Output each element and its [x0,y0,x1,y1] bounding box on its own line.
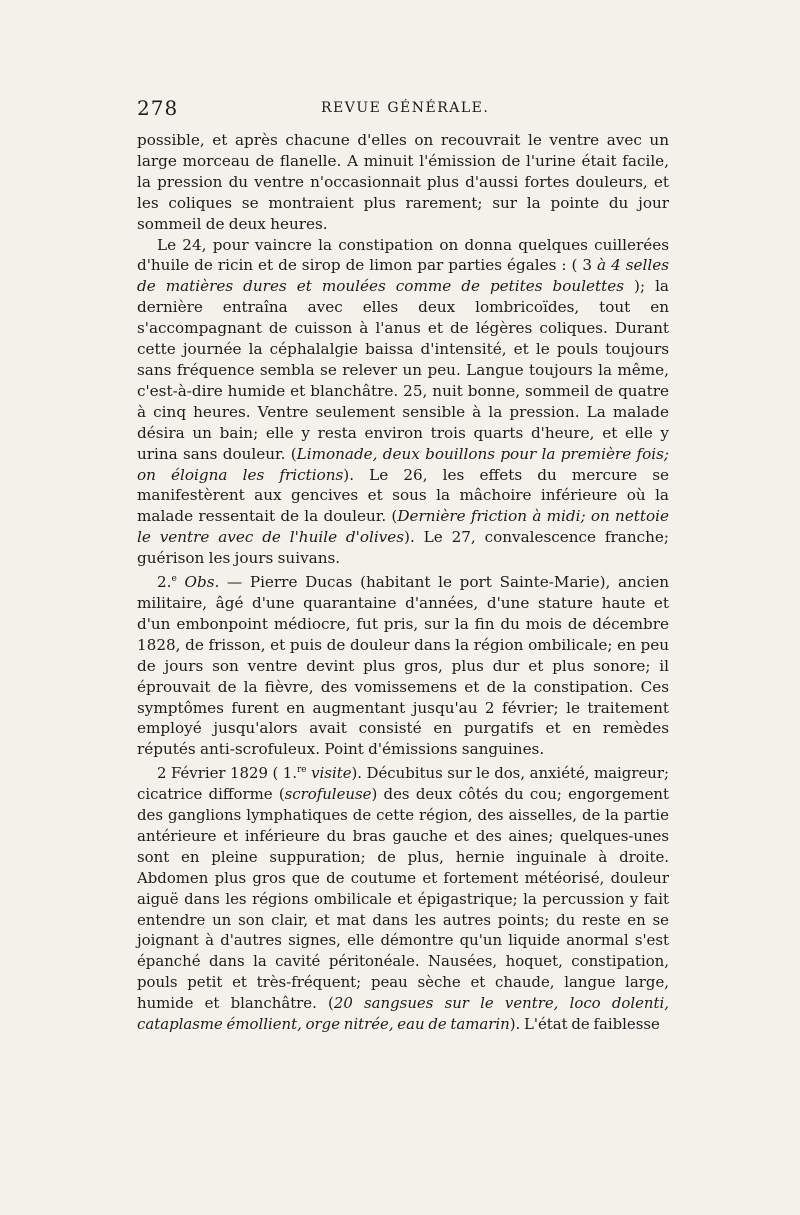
paragraph [137,569,669,760]
paragraph-text: ). Décubitus sur le dos, anxiété, maigreur; cicatrice difforme ( [137,764,669,804]
paragraph-text: re [296,765,307,776]
page-number: 278 [137,96,179,120]
paragraph [137,235,669,570]
page-header [137,96,669,122]
paragraph-text: 2. [157,573,172,592]
body-text [137,130,669,1035]
paragraph-text: ). Le 27, convalescence franche; guérison les jours suivans. [137,528,669,568]
paragraph-text: ); la dernière entraîna avec elles deux lombricoïdes, tout en s'accompagnant de cuisson à l'anus et de légères coliques. Durant cette journée la céphalalgie baissa d'intensité, et le pouls toujours sans fréquence sembla se relever un peu. Langue toujours la même, c'est-à-dire humide et blanchâtre. 25, nuit bonne, sommeil de quatre à cinq heures. Ventre seulement sensible à la pression. La malade désira un bain; elle y resta environ trois quarts d'heure, et elle y urina sans douleur. ( [137,277,669,463]
italic-text: Obs. [184,573,220,592]
paragraph-text: Le 24, pour vaincre la constipation on donna quelques cuillerées d'huile de ricin et de sirop de limon par parties égales : ( 3 [137,235,669,275]
italic-text: à 4 selles de matières dures et moulées comme de petites boulettes [137,256,669,296]
paragraph-text: 2 Février 1829 ( 1. [157,764,297,783]
italic-text: Dernière friction à midi; on nettoie le ventre avec de l'huile d'olives [137,507,669,547]
italic-text: visite [311,764,352,783]
paragraph-text [177,573,185,591]
paragraph-text: possible, et après chacune d'elles on recouvrait le ventre avec un large morceau de flanelle. A minuit l'émission de l'urine était facile, la pression du ventre n'occasionnait plus d'aussi fortes douleurs, et les coliques se montraient plus rarement; sur la pointe du jour sommeil de deux heures. [137,131,669,233]
paragraph [137,130,669,235]
italic-text: scrofuleuse [284,785,372,804]
paragraph-text: ). Le 26, les effets du mercure se manifestèrent aux gencives et sous la mâchoire inférieure où la malade ressentait de la douleur. ( [137,465,669,526]
paragraph [137,760,669,1035]
paragraph-text: — Pierre Ducas (habitant le port Sainte-Marie), ancien militaire, âgé d'une quarantaine d'années, d'une stature haute et d'un embonpoint médiocre, fut pris, sur la fin du mois de décembre 1828, de frisson, et puis de douleur dans la région ombilicale; en peu de jours son ventre devint plus gros, plus dur et plus sonore; il éprouvait de la fièvre, des vomissemens et de la constipation. Ces symptômes furent en augmentant jusqu'au 2 février; le traitement employé jusqu'alors avait consisté en purgatifs et en remèdes réputés anti-scrofuleux. Point d'émissions sanguines. [137,573,670,759]
paragraph-text: ). L'état de faiblesse [509,1015,660,1034]
paragraph-text: e [171,574,177,585]
paragraph-text: ) des deux côtés du cou; engorgement des ganglions lymphatiques de cette région, des aisselles, de la partie antérieure et inférieure du bras gauche et des aines; quelques-unes sont en pleine suppuration; de plus, hernie inguinale à droite. Abdomen plus gros que de coutume et fortement météorisé, douleur aiguë dans les régions ombilicale et épigastrique; la percussion y fait entendre un son clair, et mat dans les autres points; du reste en se joignant à d'autres signes, elle démontre qu'un liquide anormal s'est épanché dans la cavité péritonéale. Nausées, hoquet, constipation, pouls petit et très-fréquent; peau sèche et chaude, langue large, humide et blanchâtre. ( [137,785,669,1013]
italic-text: 20 sangsues sur le ventre, loco dolenti, cataplasme émollient, orge nitrée, eau de tamarin [137,994,669,1034]
italic-text: Limonade, deux bouillons pour la première fois; on éloigna les frictions [137,444,669,484]
running-title: REVUE GÉNÉRALE. [321,100,490,116]
